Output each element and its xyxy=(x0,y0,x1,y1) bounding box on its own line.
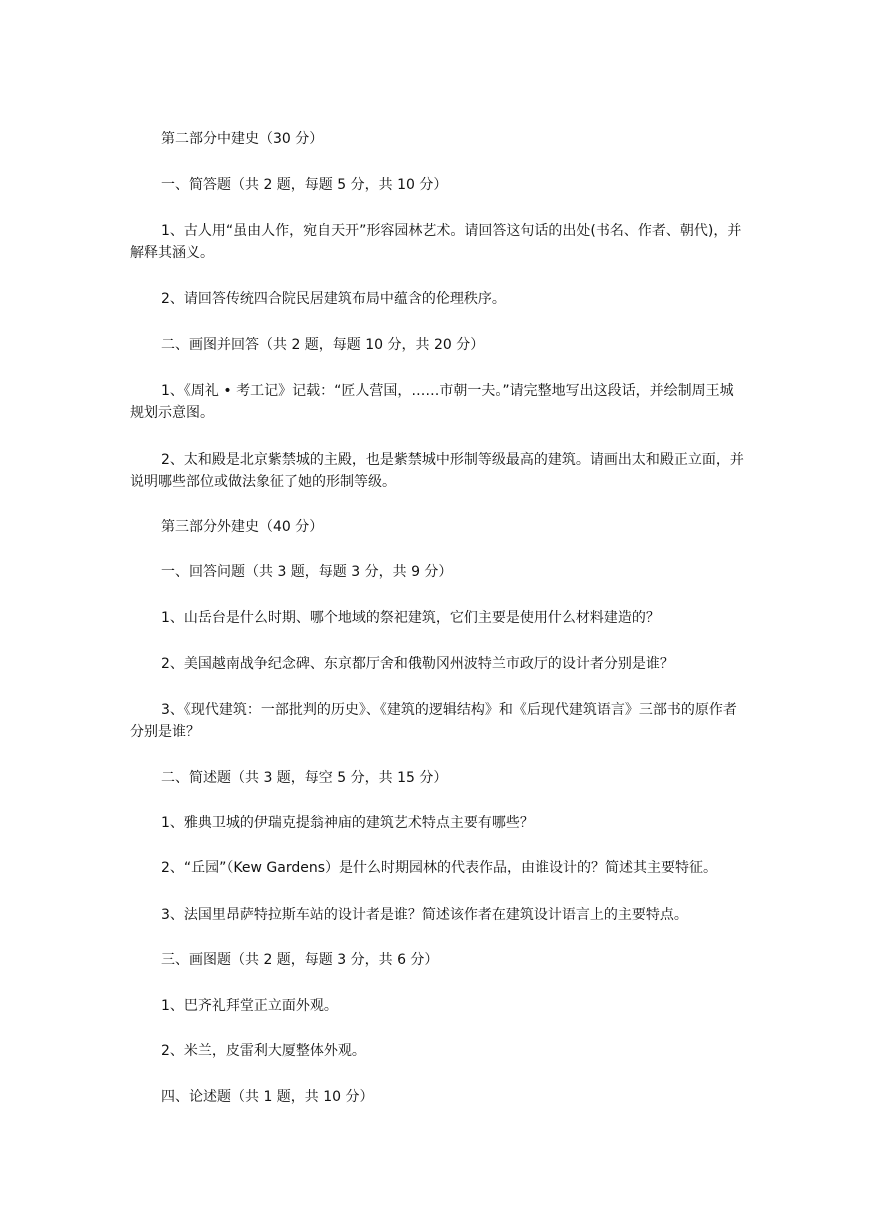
question-group-heading: 二、画图并回答（共 2 题，每题 10 分，共 20 分） xyxy=(161,337,485,353)
question-item: 1、《周礼 • 考工记》记载：“匠人营国，……市朝一夫。”请完整地写出这段话，并绘制周王城规划示意图。 xyxy=(130,383,734,421)
question-group-heading: 四、论述题（共 1 题，共 10 分） xyxy=(161,1089,374,1105)
question-item: 1、雅典卫城的伊瑞克提翁神庙的建筑艺术特点主要有哪些？ xyxy=(161,815,534,831)
question-item: 2、请回答传统四合院民居建筑布局中蕴含的伦理秩序。 xyxy=(161,291,506,307)
question-item: 2、“丘园”（Kew Gardens）是什么时期园林的代表作品，由谁设计的？简述其主要特征。 xyxy=(161,860,718,876)
question-group-heading: 二、简述题（共 3 题，每空 5 分，共 15 分） xyxy=(161,770,448,786)
question-group-heading: 一、回答问题（共 3 题，每题 3 分，共 9 分） xyxy=(161,564,453,580)
question-group-heading: 三、画图题（共 2 题，每题 3 分，共 6 分） xyxy=(161,952,439,968)
question-item: 1、山岳台是什么时期、哪个地域的祭祀建筑，它们主要是使用什么材料建造的？ xyxy=(161,610,660,626)
question-item: 2、米兰，皮雷利大厦整体外观。 xyxy=(161,1043,366,1059)
question-item: 3、法国里昂萨特拉斯车站的设计者是谁？简述该作者在建筑设计语言上的主要特点。 xyxy=(161,907,688,923)
question-group-heading: 一、简答题（共 2 题，每题 5 分，共 10 分） xyxy=(161,177,448,193)
question-item: 1、巴齐礼拜堂正立面外观。 xyxy=(161,998,338,1014)
question-item: 2、太和殿是北京紫禁城的主殿，也是紫禁城中形制等级最高的建筑。请画出太和殿正立面，并说明哪些部位或做法象征了她的形制等级。 xyxy=(130,452,744,490)
question-item: 2、美国越南战争纪念碑、东京都厅舍和俄勒冈州波特兰市政厅的设计者分别是谁？ xyxy=(161,656,674,672)
section-heading-foreign-history: 第三部分外建史（40 分） xyxy=(161,519,324,535)
section-heading-chinese-history: 第二部分中建史（30 分） xyxy=(161,131,324,147)
question-item: 3、《现代建筑：一部批判的历史》、《建筑的逻辑结构》和《后现代建筑语言》三部书的原作者分别是谁？ xyxy=(130,702,737,740)
question-item: 1、古人用“虽由人作，宛自天开”形容园林艺术。请回答这句话的出处(书名、作者、朝代)，并解释其涵义。 xyxy=(130,223,742,261)
